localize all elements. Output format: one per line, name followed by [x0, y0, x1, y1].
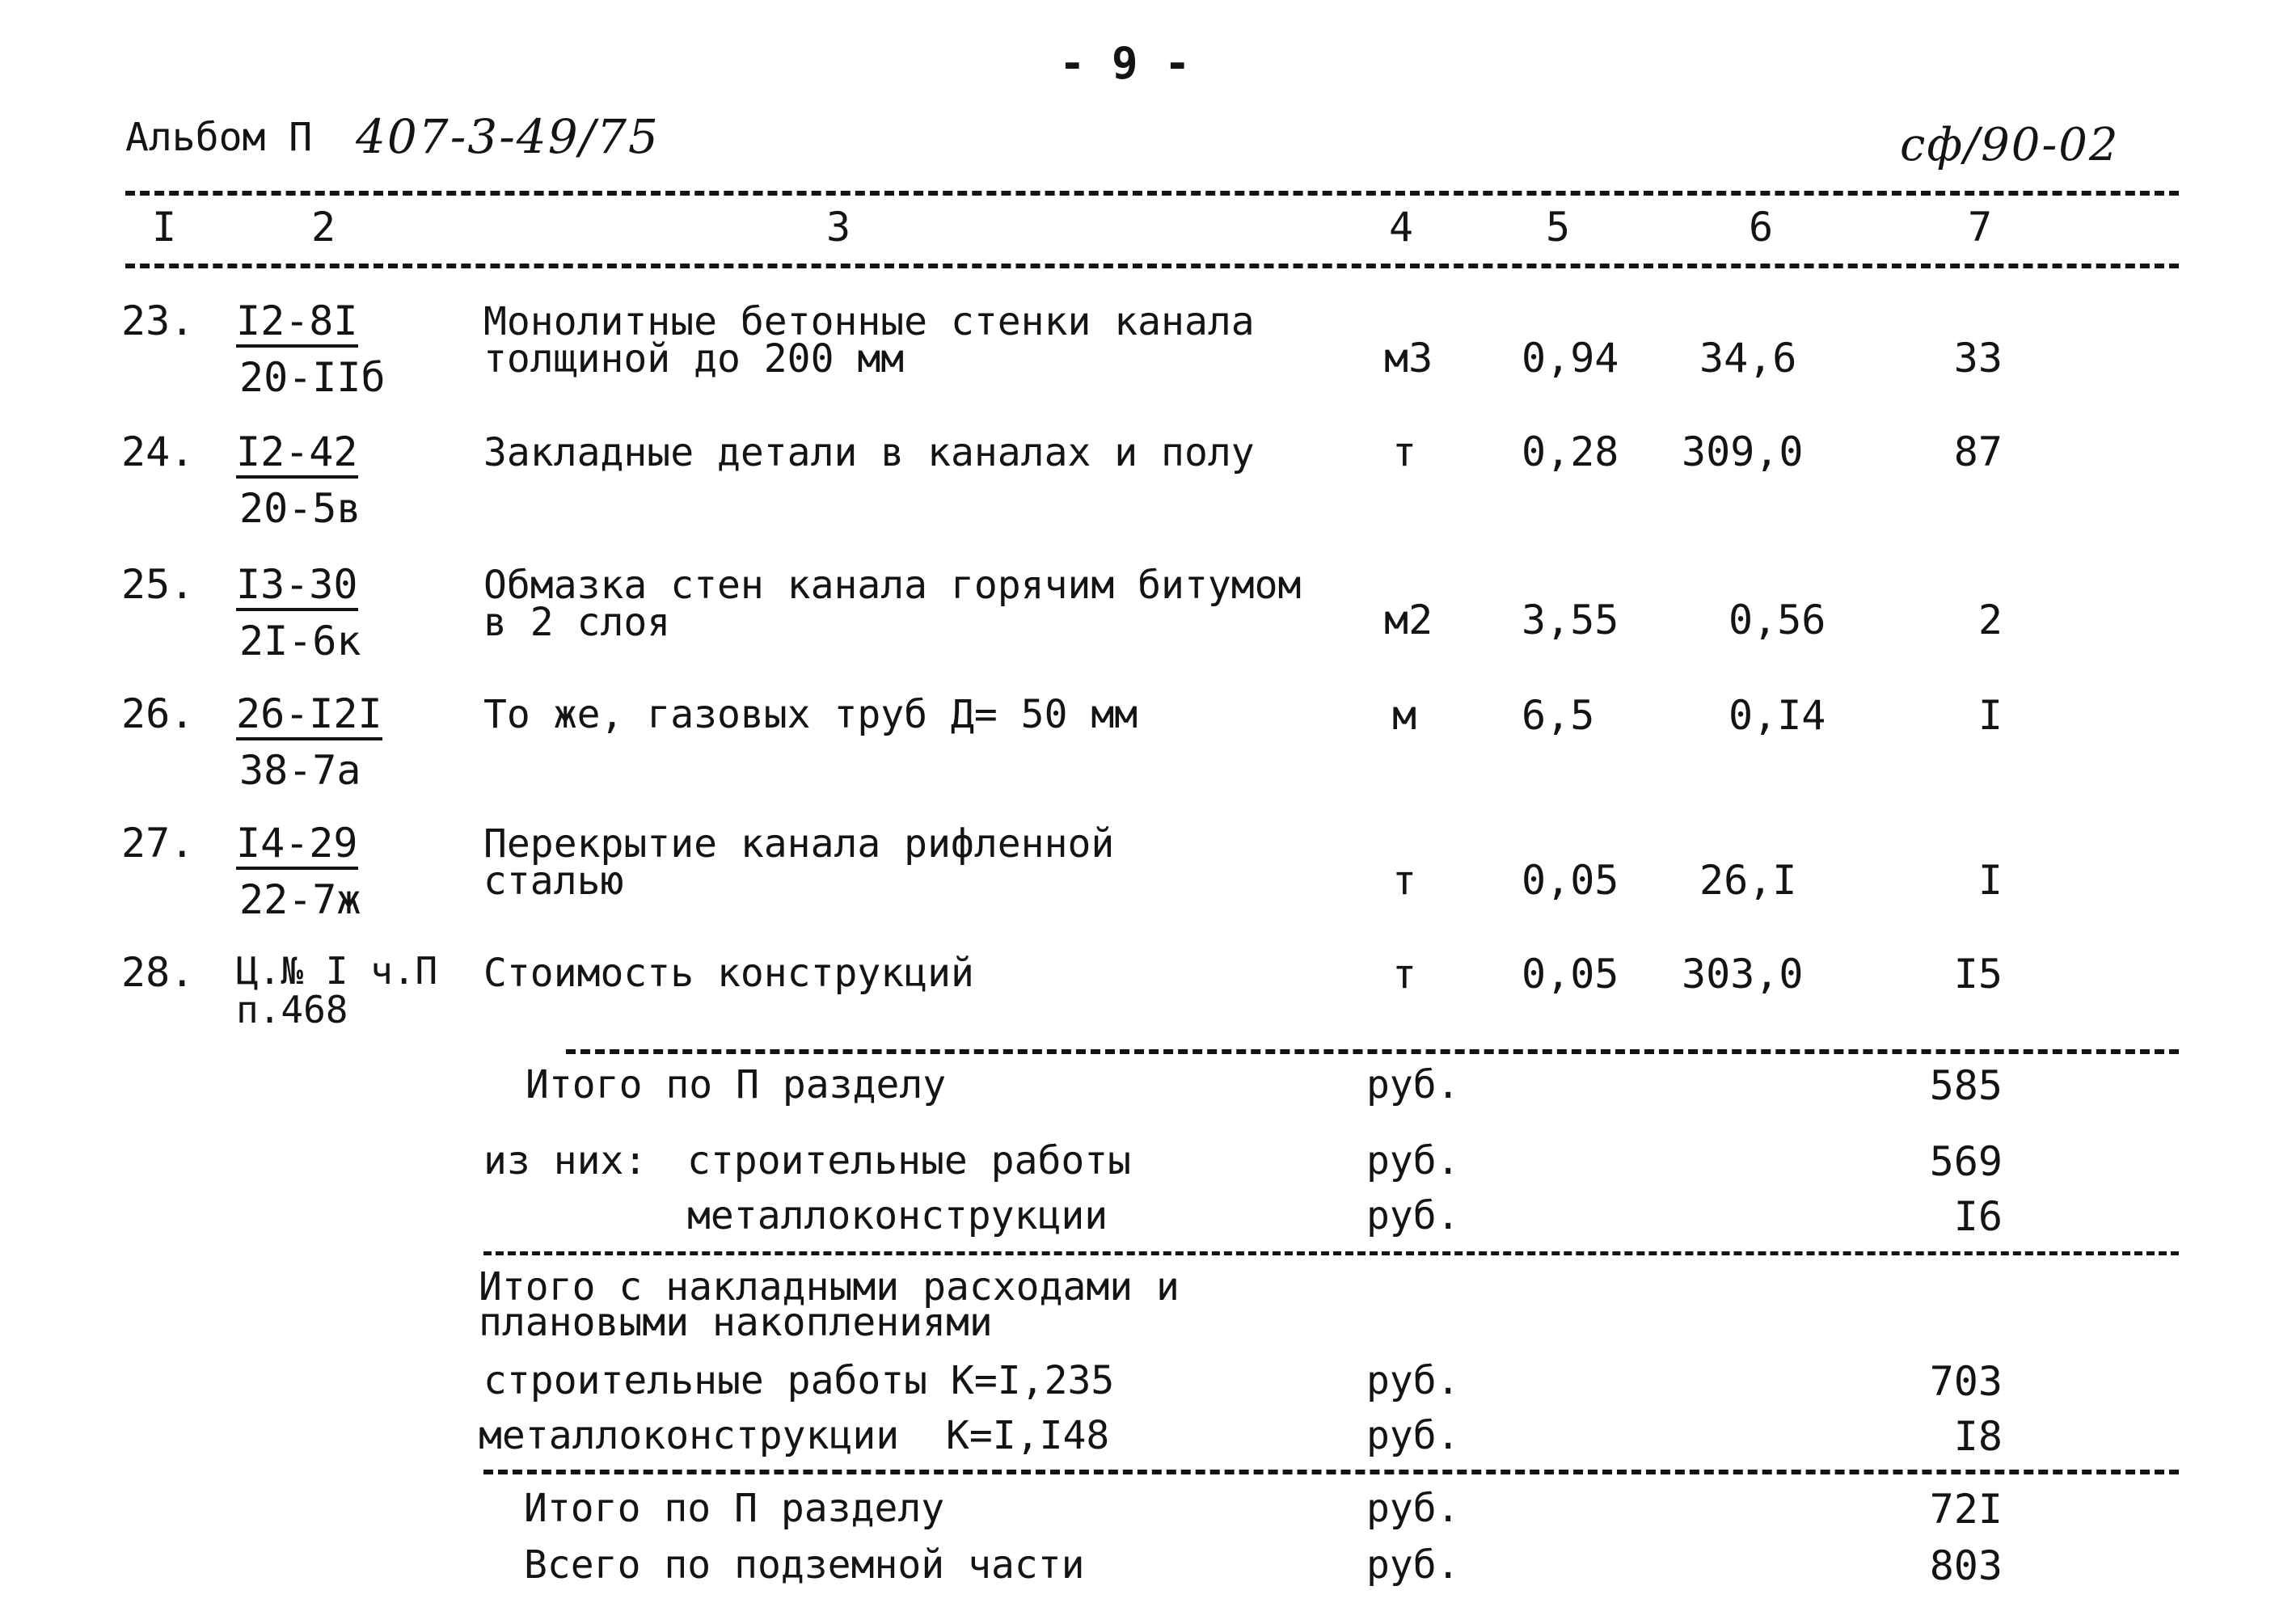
row-total: 33	[1953, 335, 2003, 382]
row-description: То же, газовых труб Д= 50 мм	[483, 692, 1138, 737]
row-unit: м	[1392, 692, 1417, 739]
summary-total: 703	[1929, 1358, 2003, 1405]
page-number: - 9 -	[1059, 38, 1191, 89]
sheet-code: сф/90-02	[1900, 119, 2120, 171]
row-description: Монолитные бетонные стенки канала	[483, 299, 1255, 344]
row-number: 28.	[121, 949, 195, 996]
row-number: 24.	[121, 428, 195, 475]
row-quantity: 6,5	[1522, 692, 1595, 739]
row-number: 26.	[121, 690, 195, 737]
row-unit: т	[1392, 857, 1417, 904]
row-number: 27.	[121, 820, 195, 867]
summary-total: I8	[1953, 1413, 2003, 1460]
summary-unit: руб.	[1366, 1062, 1460, 1107]
summary-total: 585	[1929, 1062, 2003, 1109]
row-total: I	[1978, 857, 2003, 904]
summary-rule-2	[483, 1251, 2179, 1255]
summary-heading-line: Итого с накладными расходами и	[479, 1264, 1180, 1310]
row-description: Обмазка стен канала горячим битумом	[483, 563, 1302, 608]
summary-unit: руб.	[1366, 1486, 1460, 1531]
summary-label: Итого по П разделу	[524, 1486, 945, 1531]
summary-total: 803	[1929, 1542, 2003, 1589]
column-header-4: 4	[1389, 204, 1414, 251]
summary-rule-3	[483, 1470, 2179, 1474]
row-unit: м2	[1384, 597, 1433, 643]
column-header-1: I	[152, 204, 177, 251]
summary-total: I6	[1953, 1193, 2003, 1240]
summary-unit: руб.	[1366, 1542, 1460, 1588]
row-price: 303,0	[1682, 951, 1804, 998]
summary-unit: руб.	[1366, 1193, 1460, 1238]
row-description: Стоимость конструкций	[483, 951, 974, 996]
summary-heading-line: плановыми накоплениями	[479, 1300, 993, 1345]
row-code-secondary: 20-5в	[239, 485, 361, 532]
row-total: I5	[1953, 951, 2003, 998]
row-description: сталью	[483, 858, 624, 904]
row-code-secondary: 22-7ж	[239, 876, 361, 923]
row-quantity: 0,94	[1522, 335, 1619, 382]
row-quantity: 3,55	[1522, 597, 1619, 643]
row-code-primary: I3-30	[236, 564, 358, 611]
row-quantity: 0,28	[1522, 428, 1619, 475]
summary-label: Итого по П разделу	[526, 1062, 947, 1107]
row-description: Перекрытие канала рифленной	[483, 821, 1115, 867]
row-code-secondary: 38-7а	[239, 747, 361, 794]
summary-label: металлоконструкции К=I,I48	[479, 1413, 1110, 1458]
row-code-primary: I2-42	[236, 432, 358, 479]
row-quantity: 0,05	[1522, 951, 1619, 998]
row-price: 0,I4	[1728, 692, 1826, 739]
row-number: 25.	[121, 561, 195, 608]
summary-rule-1	[566, 1049, 2179, 1054]
column-header-3: 3	[826, 204, 851, 251]
summary-prefix: из них:	[483, 1138, 648, 1183]
row-code-primary: Ц.№ I ч.П	[236, 949, 438, 993]
summary-unit: руб.	[1366, 1358, 1460, 1403]
row-code-primary: I2-8I	[236, 301, 358, 348]
row-price: 0,56	[1728, 597, 1826, 643]
header-top-rule	[125, 191, 2179, 196]
column-header-6: 6	[1749, 204, 1774, 251]
row-total: I	[1978, 692, 2003, 739]
row-code-primary: 26-I2I	[236, 694, 382, 740]
row-code-secondary: п.468	[236, 988, 348, 1031]
summary-label: строительные работы К=I,235	[483, 1358, 1115, 1403]
album-code: 407-3-49/75	[356, 109, 660, 164]
row-code-secondary: 20-IIб	[239, 354, 386, 401]
album-label: Альбом П	[125, 115, 313, 160]
row-price: 34,6	[1699, 335, 1797, 382]
row-code-primary: I4-29	[236, 823, 358, 870]
row-total: 2	[1978, 597, 2003, 643]
column-header-2: 2	[311, 204, 336, 251]
row-price: 26,I	[1699, 857, 1797, 904]
row-description: в 2 слоя	[483, 600, 671, 645]
row-price: 309,0	[1682, 428, 1804, 475]
summary-unit: руб.	[1366, 1138, 1460, 1183]
header-bottom-rule	[125, 264, 2179, 268]
row-unit: т	[1392, 428, 1417, 475]
row-total: 87	[1953, 428, 2003, 475]
row-description: толщиной до 200 мм	[483, 336, 905, 382]
summary-unit: руб.	[1366, 1413, 1460, 1458]
row-description: Закладные детали в каналах и полу	[483, 430, 1255, 475]
summary-label: металлоконструкции	[687, 1193, 1108, 1238]
row-code-secondary: 2I-6к	[239, 618, 361, 664]
summary-total: 569	[1929, 1138, 2003, 1185]
row-number: 23.	[121, 297, 195, 344]
summary-total: 72I	[1929, 1486, 2003, 1533]
column-header-5: 5	[1546, 204, 1571, 251]
summary-label: строительные работы	[687, 1138, 1132, 1183]
row-quantity: 0,05	[1522, 857, 1619, 904]
summary-label: Всего по подземной части	[524, 1542, 1085, 1588]
column-header-7: 7	[1968, 204, 1993, 251]
row-unit: т	[1392, 951, 1417, 998]
row-unit: м3	[1384, 335, 1433, 382]
